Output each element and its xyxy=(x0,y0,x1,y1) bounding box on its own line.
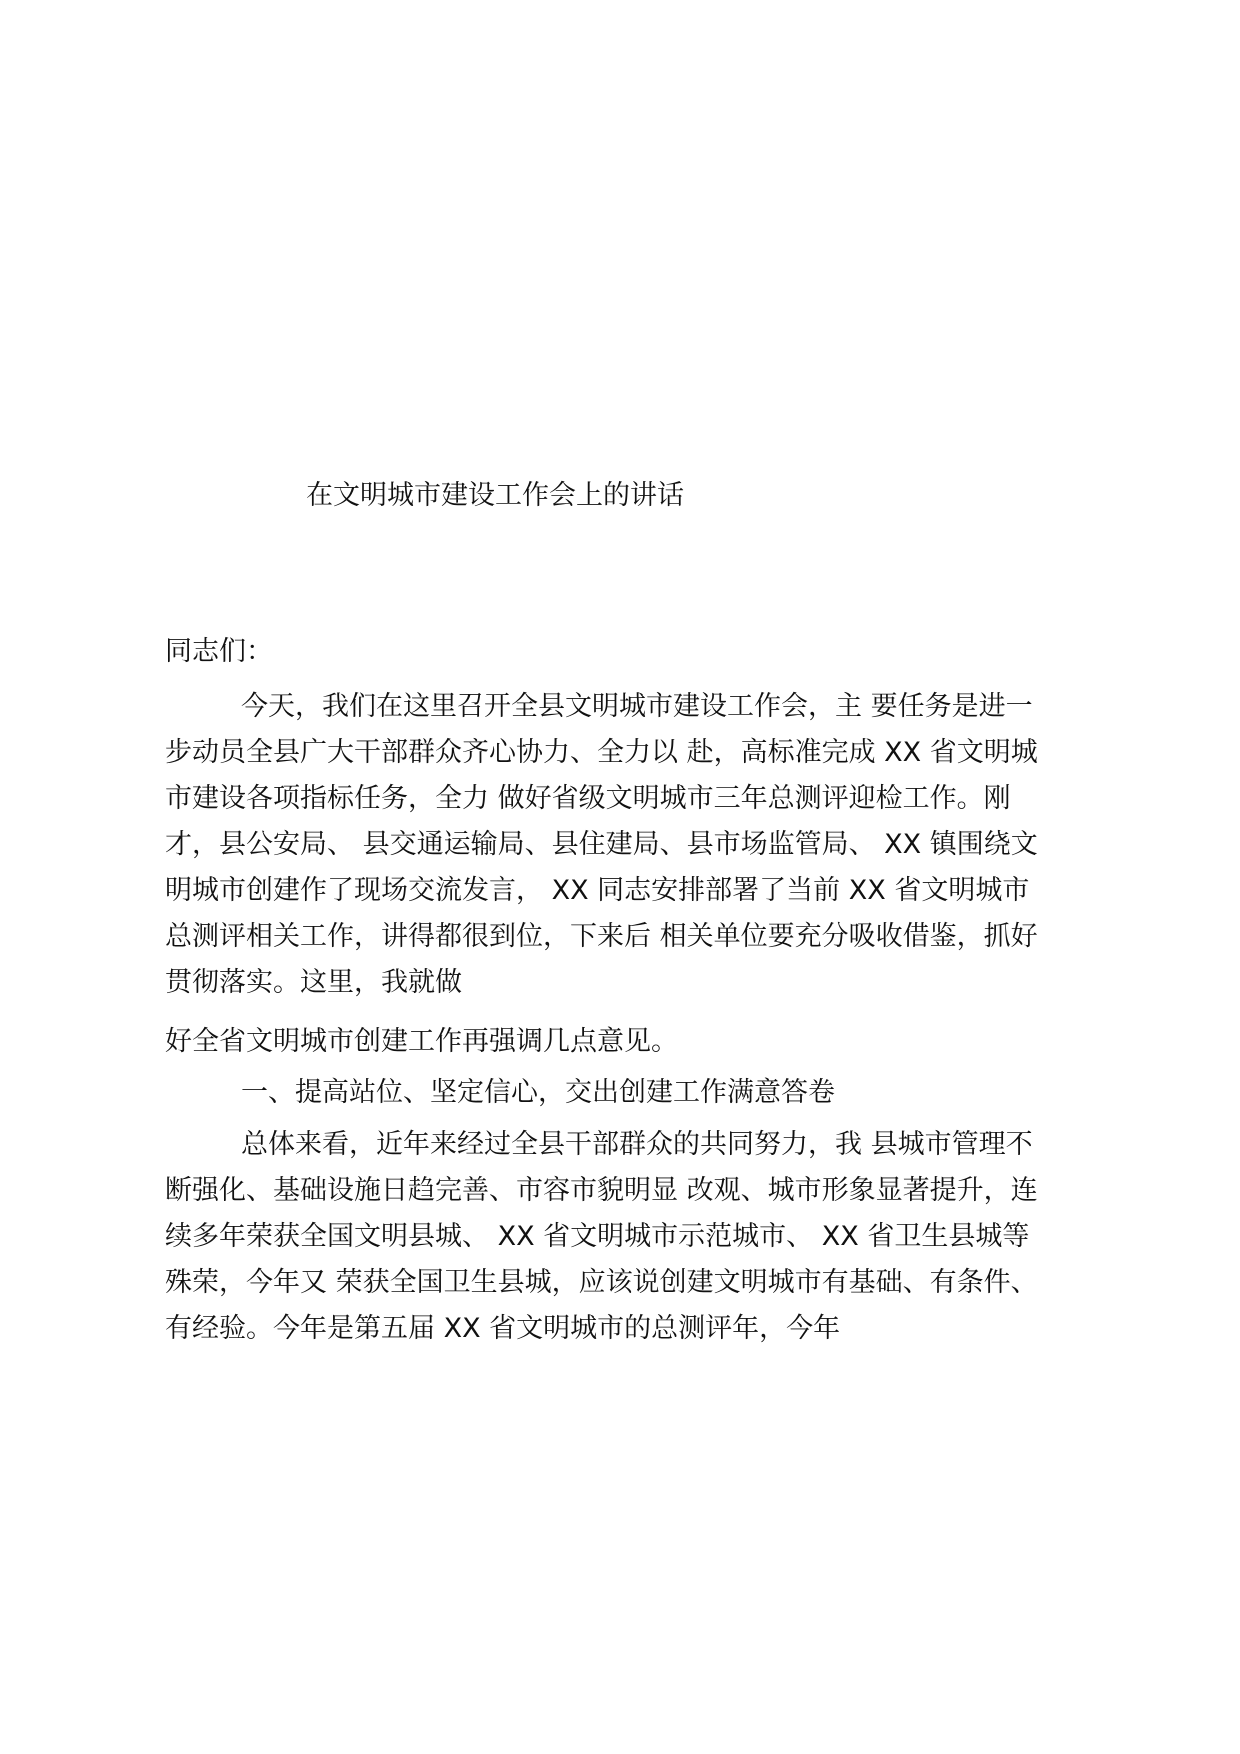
salutation: 同志们： xyxy=(165,636,273,667)
paragraph-line: 有经验。今年是第五届 XX 省文明城市的总测评年，今年 xyxy=(165,1313,841,1344)
paragraph-line: 明城市创建作了现场交流发言， XX 同志安排部署了当前 XX 省文明城市 xyxy=(165,875,1030,906)
paragraph-line: 好全省文明城市创建工作再强调几点意见。 xyxy=(165,1026,678,1057)
paragraph-line: 今天，我们在这里召开全县文明城市建设工作会，主 要任务是进一 xyxy=(241,691,1033,722)
paragraph-line: 贯彻落实。这里，我就做 xyxy=(165,967,462,998)
paragraph-3 xyxy=(165,1122,1095,1306)
paragraph-line: 总体来看，近年来经过全县干部群众的共同努力，我 县城市管理不 xyxy=(241,1129,1033,1160)
section-heading-1 xyxy=(165,1070,1095,1116)
paragraph-2 xyxy=(165,1019,1095,1065)
paragraph-line: 续多年荣获全国文明县城、 XX 省文明城市示范城市、 XX 省卫生县城等 xyxy=(165,1221,1030,1252)
paragraph-line: 断强化、基础设施日趋完善、市容市貌明显 改观、城市形象显著提升，连 xyxy=(165,1175,1038,1206)
paragraph-line: 才，县公安局、 县交通运输局、县住建局、县市场监管局、 XX 镇围绕文 xyxy=(165,829,1038,860)
paragraph-1 xyxy=(165,684,1095,1006)
document-title: 在文明城市建设工作会上的讲话 xyxy=(306,480,684,511)
heading-line: 一、提高站位、坚定信心，交出创建工作满意答卷 xyxy=(241,1077,835,1108)
paragraph-line: 总测评相关工作，讲得都很到位，下来后 相关单位要充分吸收借鉴，抓好 xyxy=(165,921,1038,952)
paragraph-line: 殊荣，今年又 荣获全国卫生县城，应该说创建文明城市有基础、有条件、 xyxy=(165,1267,1038,1298)
paragraph-line: 步动员全县广大干部群众齐心协力、全力以 赴，高标准完成 XX 省文明城 xyxy=(165,737,1038,768)
paragraph-4 xyxy=(165,1306,1095,1352)
paragraph-line: 市建设各项指标任务，全力 做好省级文明城市三年总测评迎检工作。刚 xyxy=(165,783,1011,814)
